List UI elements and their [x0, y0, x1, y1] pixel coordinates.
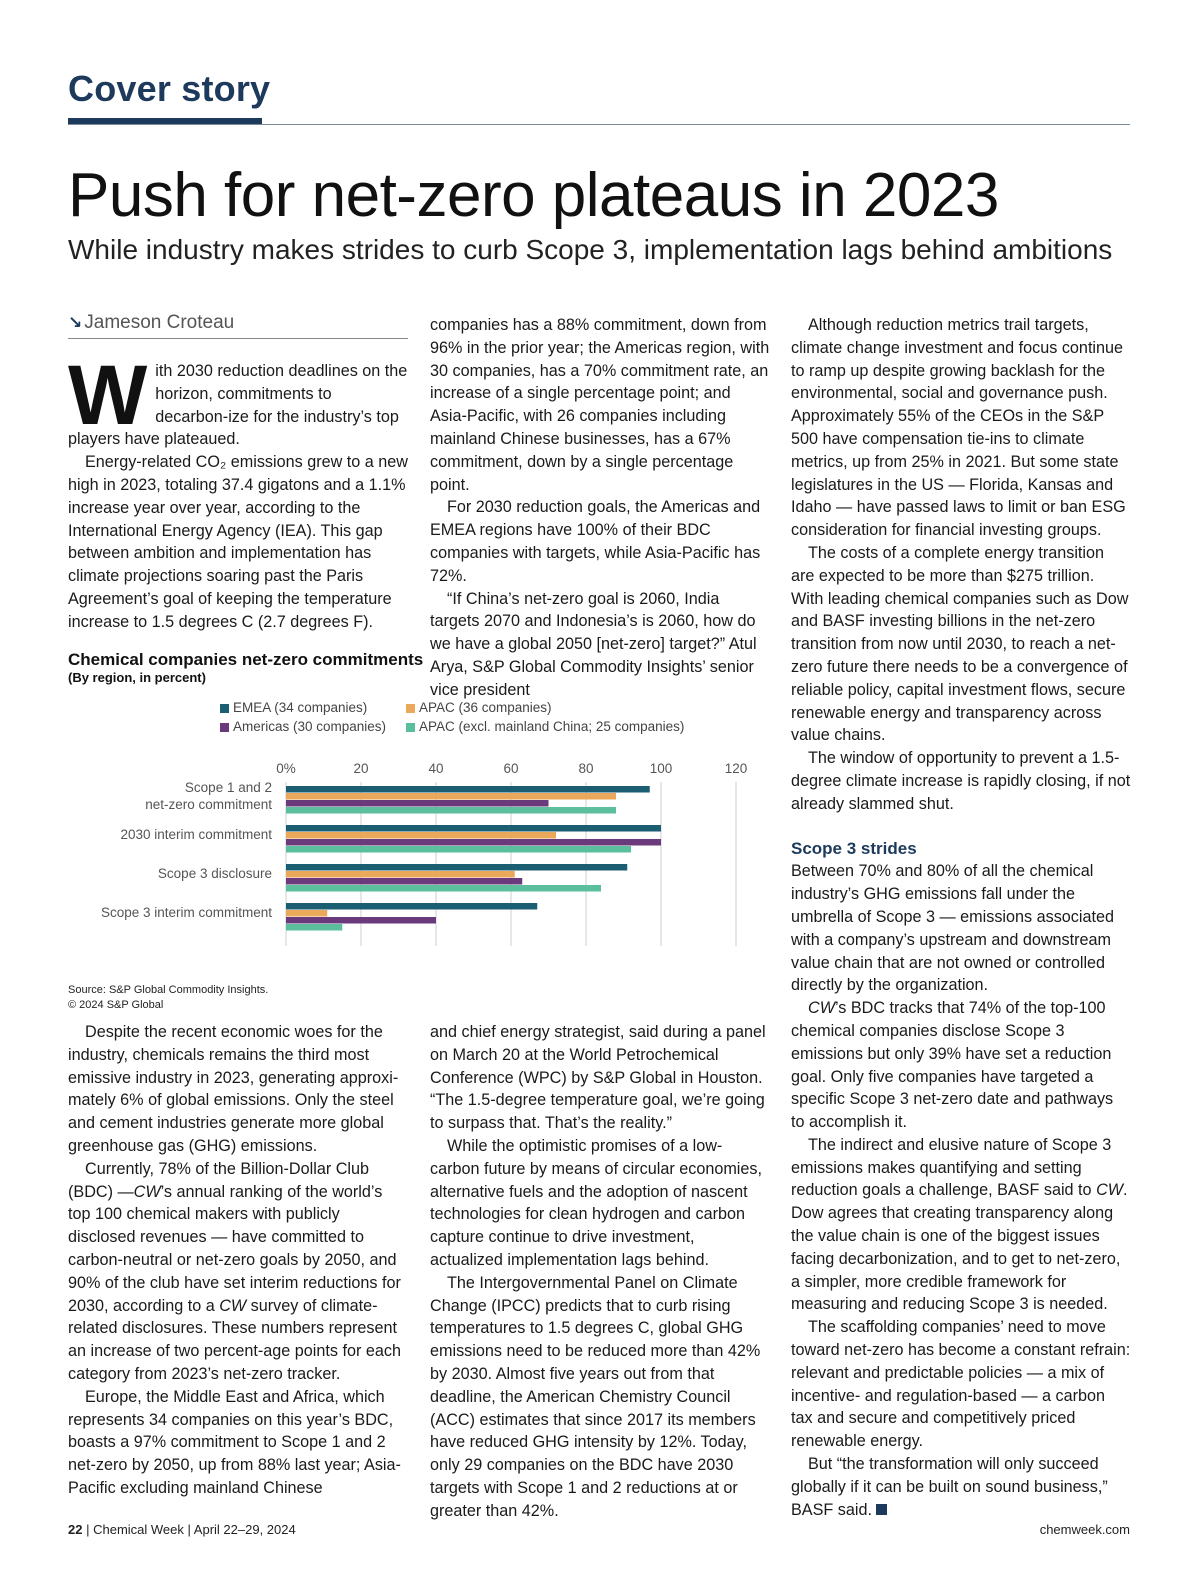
end-mark	[876, 1504, 887, 1515]
footer-website: chemweek.com	[1039, 1522, 1130, 1537]
paragraph: Despite the recent economic woes for the industry, chemicals remains the third most emissive industry in 2023, generating approxi-mately 6% of global emissions. Only the steel and cement industries generate more global greenhouse gas (GHG) emissions.	[68, 1023, 399, 1155]
subhead-scope3: Scope 3 strides	[791, 838, 917, 858]
headline: Push for net-zero plateaus in 2023	[68, 161, 999, 230]
bar	[286, 832, 556, 839]
separator: |	[187, 1522, 194, 1537]
net-zero-chart	[68, 690, 768, 980]
chart-title: Chemical companies net-zero commitments	[68, 650, 424, 669]
column-1-top	[68, 348, 408, 634]
tick-label: 20	[353, 761, 369, 776]
byline	[68, 312, 408, 339]
bar	[286, 885, 601, 892]
legend-label: EMEA (34 companies)	[233, 700, 368, 715]
separator: |	[86, 1522, 94, 1537]
bar	[286, 800, 549, 807]
paragraph: companies has a 88% commitment, down from 96% in the prior year; the Americas region, with 30 companies, has a 70% commitment rate, an increase of a single percentage point; and Asia-Pacific, with 26 companies including mainland Chinese businesses, has a 67% commitment, down by a single percentage point.	[430, 316, 770, 494]
copyright-line: © 2024 S&P Global	[68, 999, 164, 1011]
lead-text: ith 2030 reduction deadlines on the horizon, commitments to decarbon-ize for the industry’s top players have plateaued.	[68, 362, 408, 449]
paragraph: Energy-related CO₂ emissions grew to a new high in 2023, totaling 37.4 gigatons and a 1.1% increase year over year, according to the International Energy Agency (IEA). This gap between ambition and implementation has climate projections soaring past the Paris Agreement’s goal of keeping the temperature increase to 1.5 degrees C (2.7 degrees F).	[68, 453, 408, 631]
text-run: ’s annual ranking of the world’s top 100 chemical makers with publicly disclosed revenues — have committed to carbon-neutral or net-zero goals by 2050, and 90% of the club have set interim reductions for 2030, according to a	[68, 1182, 401, 1315]
paragraph: The window of opportunity to prevent a 1.5-degree climate increase is rapidly closing, if not already slammed shut.	[791, 749, 1131, 813]
category-label-line: Scope 1 and 2	[184, 780, 272, 795]
source-line: Source: S&P Global Commodity Insights.	[68, 984, 269, 996]
paragraph	[791, 1453, 1131, 1521]
paragraph	[791, 1134, 1131, 1316]
legend-swatch	[406, 723, 415, 732]
tick-label: 100	[649, 761, 673, 776]
text-run: Currently, 78% of the Billion-Dollar Club (BDC) —	[68, 1159, 369, 1201]
dropcap: W	[68, 348, 148, 442]
column-2-bottom	[430, 1021, 770, 1523]
legend-label: APAC (excl. mainland China; 25 companies)	[419, 719, 685, 734]
legend-label: Americas (30 companies)	[233, 719, 387, 734]
tick-label: 40	[428, 761, 444, 776]
tick-label: 80	[578, 761, 594, 776]
text-run: But “the transformation will only succeed globally if it can be built on sound business,” BASF said.	[791, 1455, 1108, 1519]
tick-label: 0%	[276, 761, 296, 776]
issue-date: April 22–29, 2024	[193, 1522, 296, 1537]
paragraph	[68, 1158, 408, 1386]
paragraph	[791, 997, 1131, 1134]
cw-italic: CW	[808, 999, 835, 1018]
paragraph: For 2030 reduction goals, the Americas and EMEA regions have 100% of their BDC companies with targets, while Asia-Pacific has 72%.	[430, 498, 761, 585]
paragraph: The Intergovernmental Panel on Climate Change (IPCC) predicts that to curb rising temperatures to 1.5 degrees C, global GHG emissions need to be reduced more than 42% by 2030. Almost five years out from that deadline, the American Chemistry Council (ACC) estimates that since 2017 its members have reduced GHG intensity by 12%. Today, only 29 companies on the BDC have 2030 targets with Scope 1 and 2 reductions at or greater than 42%.	[430, 1273, 761, 1520]
category-label	[145, 780, 272, 812]
tick-label: 120	[724, 761, 748, 776]
text-run: The indirect and elusive nature of Scope 3 emissions makes quantifying and setting reduction goals a challenge, BASF said to	[791, 1135, 1112, 1200]
category-label-line: Scope 3 interim commitment	[100, 905, 272, 920]
chart-source	[68, 983, 268, 1013]
paragraph: The scaffolding companies’ need to move toward net-zero has become a constant refrain: relevant and predictable policies — a mix of incentive- and regulation-based — a carbon tax and secure and competitively priced renewable energy.	[791, 1318, 1131, 1451]
category-label-line: net-zero commitment	[145, 797, 272, 812]
paragraph: Europe, the Middle East and Africa, which represents 34 companies on this year’s BDC, boasts a 97% commitment to Scope 1 and 2 net-zero by 2050, up from 88% last year; Asia-Pacific excluding mainland Chinese	[68, 1387, 401, 1497]
bar	[286, 903, 537, 910]
paragraph: “If China’s net-zero goal is 2060, India targets 2070 and Indonesia’s is 2060, how do we have a global 2050 [net-zero] target?” Atul Arya, S&P Global Commodity Insights’ senior vice president	[430, 589, 757, 699]
chart-subtitle: (By region, in percent)	[68, 670, 206, 685]
bar	[286, 910, 327, 917]
bar	[286, 871, 515, 878]
bar	[286, 864, 627, 871]
legend-swatch	[220, 704, 229, 713]
legend-swatch	[220, 723, 229, 732]
bar	[286, 917, 436, 924]
bar	[286, 878, 522, 885]
column-1-bottom	[68, 1021, 408, 1500]
footer-left	[68, 1522, 296, 1537]
lead-paragraph	[68, 348, 408, 451]
bar	[286, 807, 616, 814]
column-2-top	[430, 314, 770, 702]
tick-label: 60	[503, 761, 519, 776]
bar	[286, 924, 342, 931]
header-rule	[68, 124, 1130, 125]
category-label	[101, 905, 272, 920]
category-label	[120, 827, 272, 842]
category-label-line: Scope 3 disclosure	[157, 866, 272, 881]
publication: Chemical Week	[93, 1522, 184, 1537]
paragraph: and chief energy strategist, said during a panel on March 20 at the World Petrochemical Conference (WPC) by S&P Global in Houston. “The 1.5-degree temperature goal, we’re going to surpass that. That’s the reality.”	[430, 1023, 766, 1133]
cw-italic: CW	[133, 1182, 161, 1201]
bar	[286, 846, 631, 853]
column-3	[791, 314, 1131, 1521]
paragraph: While the optimistic promises of a low-carbon future by means of circular economies, alternative fuels and the adoption of nascent technologies for clean hydrogen and carbon capture continue to drive investment, actualized implementation lags behind.	[430, 1136, 763, 1269]
cw-italic: CW	[219, 1296, 247, 1315]
bar	[286, 825, 661, 832]
category-label-line: 2030 interim commitment	[120, 827, 272, 842]
bar	[286, 839, 661, 846]
paragraph: Although reduction metrics trail targets, climate change investment and focus continue to ramp up despite growing backlash for the environmental, social and governance push. Approximately 55% of the CEOs in the S&P 500 have compensation tie-ins to climate metrics, up from 25% in 2021. But some state legislatures in the US — Florida, Kansas and Idaho — have passed laws to limit or ban ESG consideration for financial investing groups.	[791, 316, 1126, 540]
category-label	[158, 866, 272, 881]
bar	[286, 793, 616, 800]
text-run: survey of climate-related disclosures. These numbers represent an increase of two percent-age points for each category from 2023’s net-zero tracker.	[68, 1296, 401, 1383]
legend-label: APAC (36 companies)	[419, 700, 552, 715]
legend-swatch	[406, 704, 415, 713]
page-number: 22	[68, 1522, 83, 1537]
paragraph: The costs of a complete energy transition are expected to be more than $275 trillion. With leading chemical companies such as Dow and BASF investing billions in the net-zero transition from now until 2030, to reach a net-zero future there needs to be a convergence of reliable policy, capital investment flows, secure renewable energy and transparency across value chains.	[791, 543, 1129, 745]
paragraph: Between 70% and 80% of all the chemical industry’s GHG emissions fall under the umbrella of Scope 3 — emissions associated with a company’s upstream and downstream value chain that are not owned or controlled directly by the organization.	[791, 862, 1115, 995]
deck: While industry makes strides to curb Scope 3, implementation lags behind ambitions	[68, 234, 1113, 265]
text-run: ’s BDC tracks that 74% of the top-100 chemical companies disclose Scope 3 emissions but only 39% have set a reduction goal. Only five companies have targeted a specific Scope 3 net-zero date and pathways to accomplish it.	[791, 999, 1114, 1132]
bar	[286, 786, 650, 793]
byline-author: Jameson Croteau	[84, 312, 235, 333]
text-run: . Dow agrees that creating transparency along the value chain is one of the biggest issues facing decarbonization, and to get to net-zero, a simpler, more credible framework for measuring and reducing Scope 3 is needed.	[791, 1181, 1128, 1314]
cw-italic: CW	[1096, 1181, 1124, 1200]
arrow-icon: ↘	[68, 313, 83, 332]
section-label: Cover story	[68, 68, 271, 109]
